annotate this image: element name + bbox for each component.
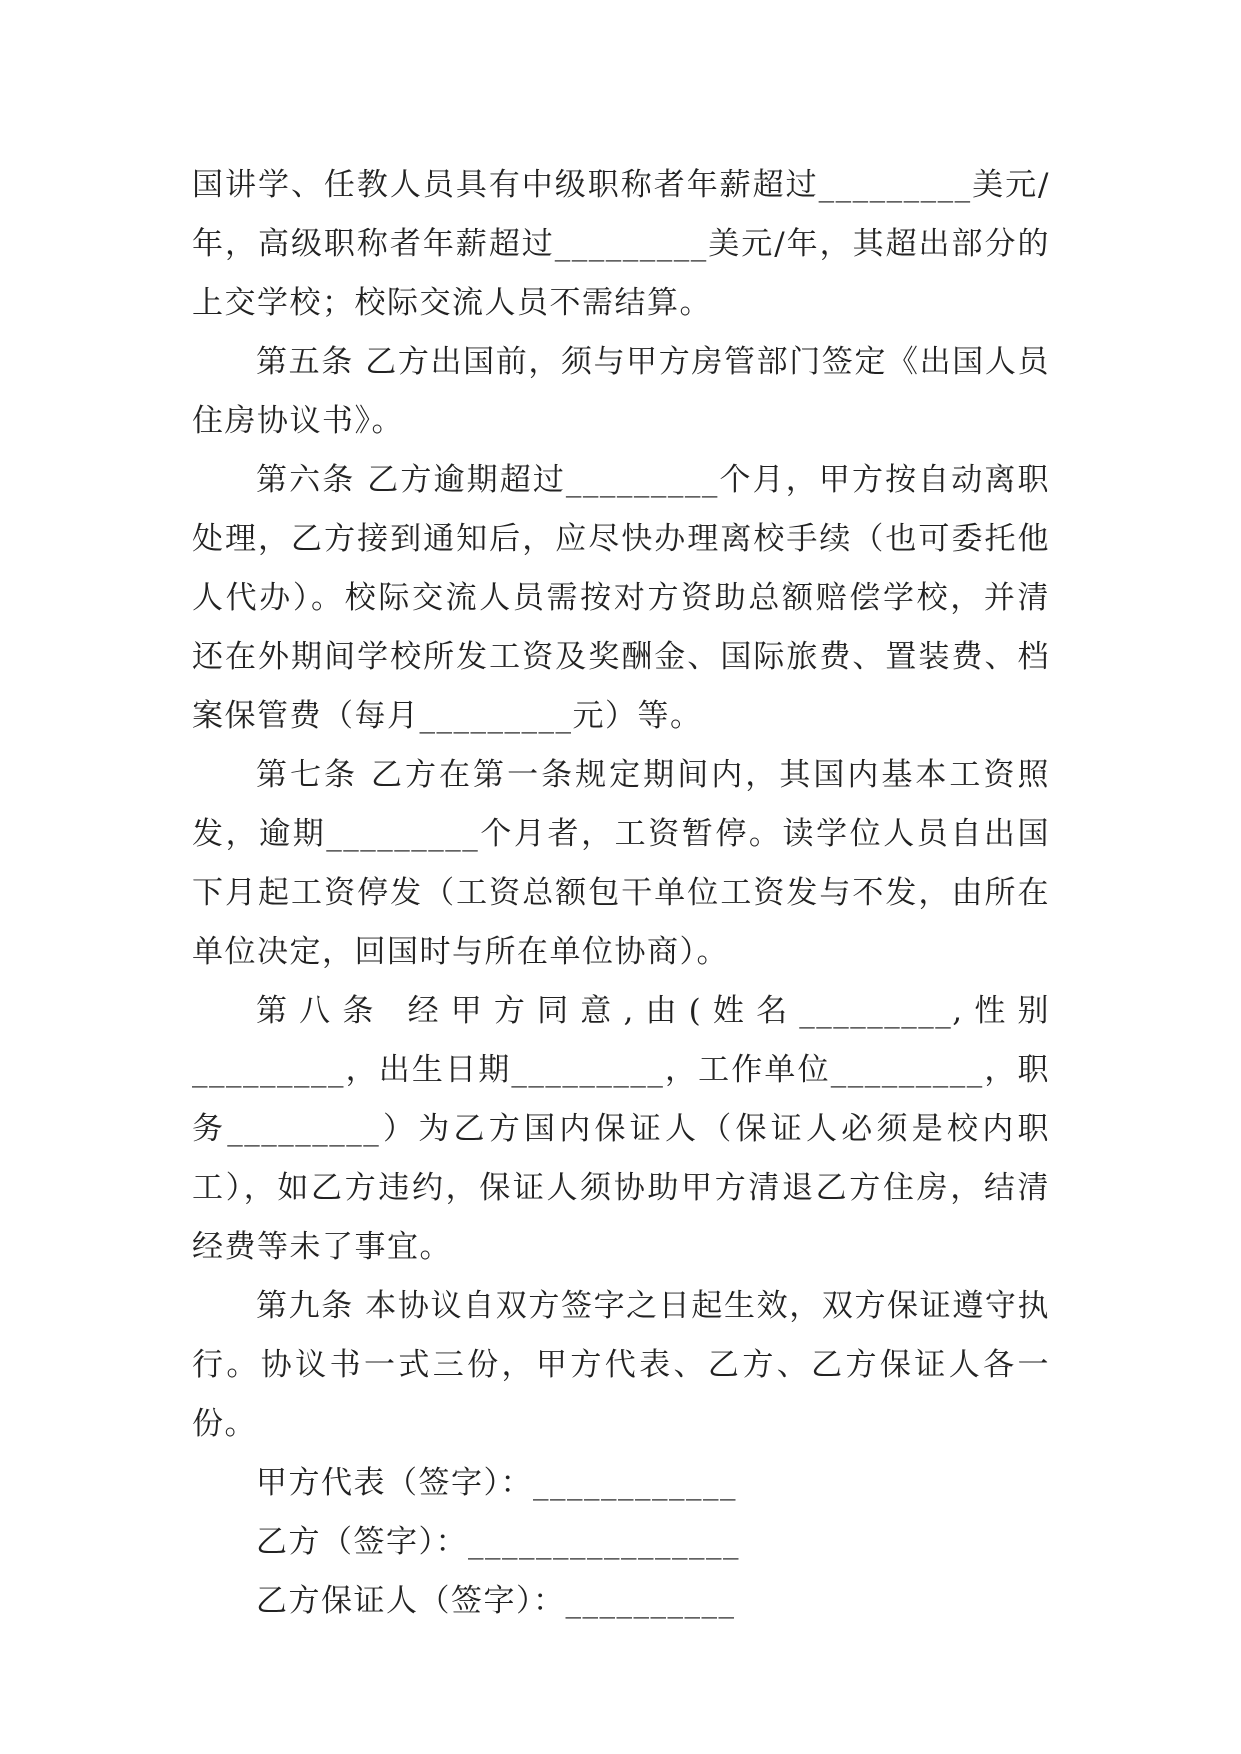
signature-party-a-representative: 甲方代表（签字）：____________ [256,1465,737,1501]
document-body [192,156,1050,1631]
paragraph-continuation: 国讲学、任教人员具有中级职称者年薪超过_________美元/年，高级职称者年薪超过_________美元/年，其超出部分的上交学校；校际交流人员不需结算。 [192,167,1050,321]
article-8: 第八条 经甲方同意,由(姓名_________,性别_________，出生日期_________，工作单位_________，职务_________）为乙方国内保证人（保证人必须是校内职工），如乙方违约，保证人须协助甲方清退乙方住房，结清经费等未了事宜。 [192,993,1050,1265]
signature-party-b: 乙方（签字）：________________ [256,1524,740,1560]
article-5: 第五条 乙方出国前，须与甲方房管部门签定《出国人员住房协议书》。 [192,344,1050,439]
signature-party-b-guarantor: 乙方保证人（签字）：__________ [256,1583,736,1619]
article-7: 第七条 乙方在第一条规定期间内，其国内基本工资照发，逾期_________个月者，工资暂停。读学位人员自出国下月起工资停发（工资总额包干单位工资发与不发，由所在单位决定，回国时与所在单位协商）。 [192,757,1050,970]
article-9: 第九条 本协议自双方签字之日起生效，双方保证遵守执行。协议书一式三份，甲方代表、乙方、乙方保证人各一份。 [192,1288,1050,1442]
article-6: 第六条 乙方逾期超过_________个月，甲方按自动离职处理，乙方接到通知后，应尽快办理离校手续（也可委托他人代办）。校际交流人员需按对方资助总额赔偿学校，并清还在外期间学校所发工资及奖酬金、国际旅费、置装费、档案保管费（每月_________元）等。 [192,462,1050,734]
